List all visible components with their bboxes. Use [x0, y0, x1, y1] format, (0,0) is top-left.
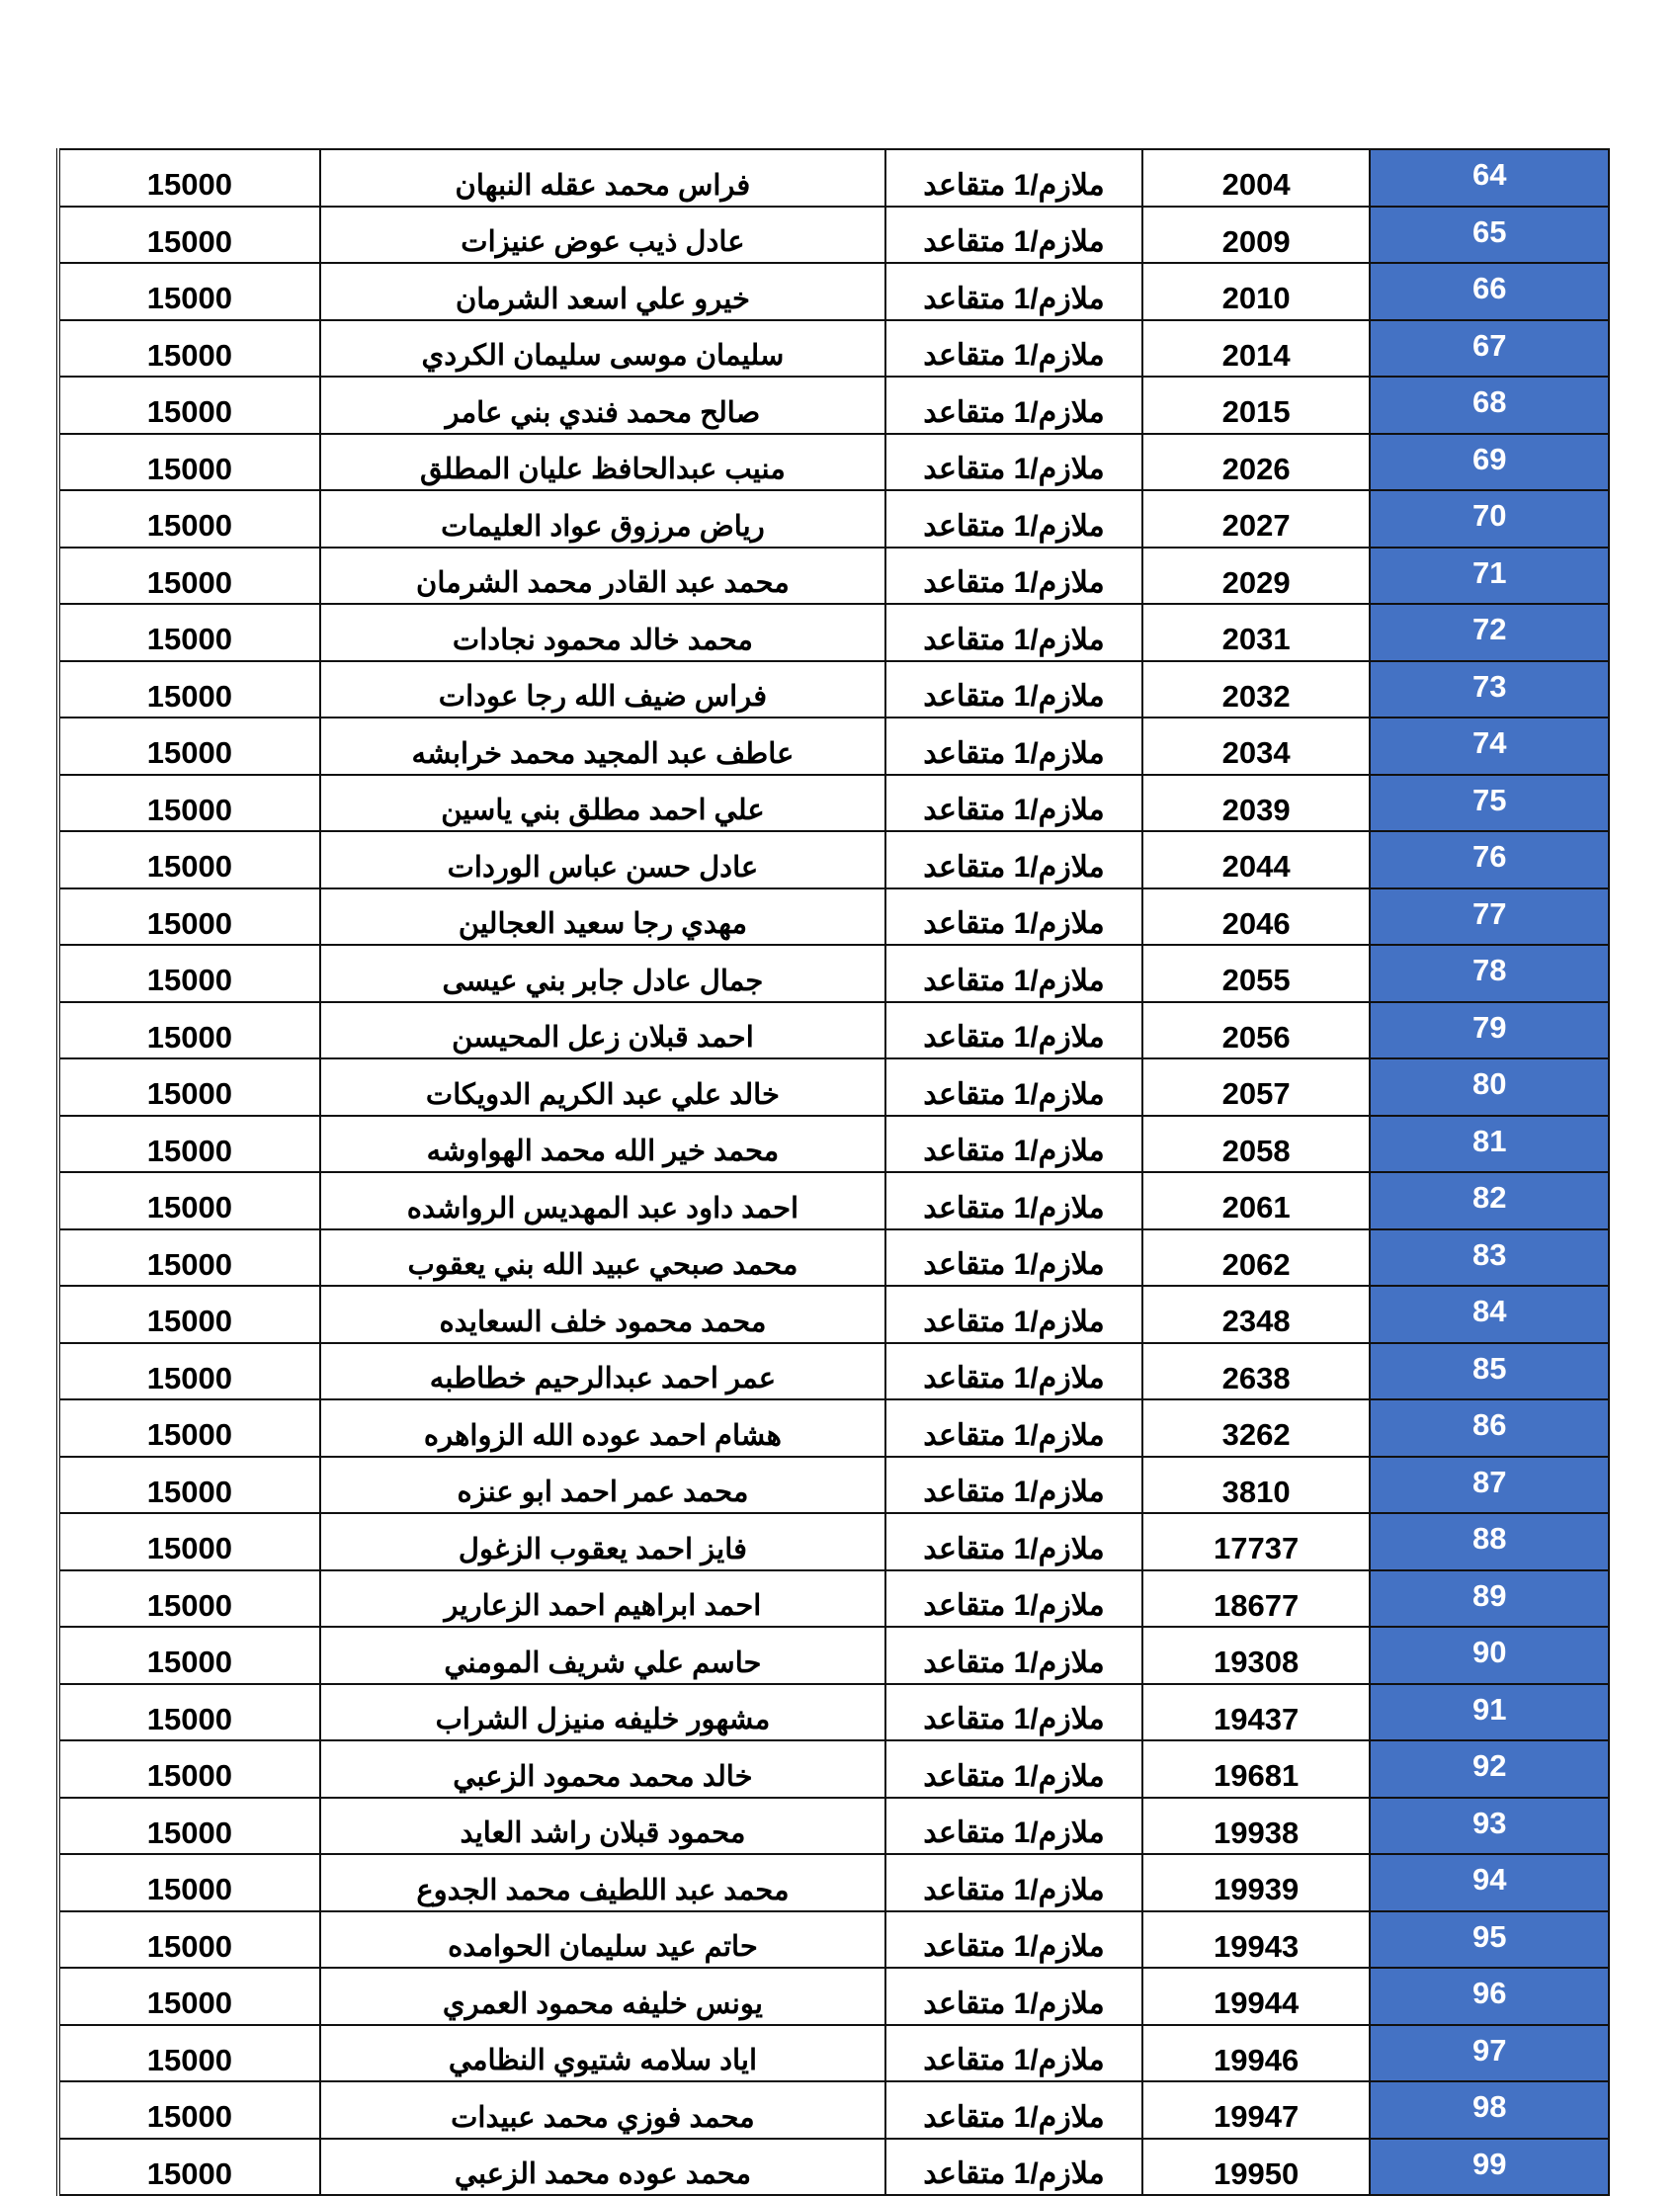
index-cell: 90	[1370, 1627, 1609, 1684]
number-cell: 2348	[1142, 1286, 1371, 1343]
index-cell: 84	[1370, 1286, 1609, 1343]
table-row	[58, 1684, 1609, 1741]
number-cell: 2061	[1142, 1172, 1371, 1229]
table-row	[58, 207, 1609, 264]
index-cell: 85	[1370, 1343, 1609, 1400]
number-cell: 19308	[1142, 1627, 1371, 1684]
name-cell: اياد سلامه شتيوي النظامي	[320, 2025, 885, 2082]
table-row	[58, 1627, 1609, 1684]
table-row	[58, 1229, 1609, 1287]
table-row	[58, 604, 1609, 661]
rank-cell: ملازم/1 متقاعد	[885, 1968, 1142, 2025]
amount-cell: 15000	[58, 775, 320, 832]
amount-cell: 15000	[58, 2025, 320, 2082]
amount-cell: 15000	[58, 320, 320, 378]
amount-cell: 15000	[58, 1229, 320, 1287]
table-row	[58, 263, 1609, 320]
amount-cell: 15000	[58, 548, 320, 605]
name-cell: محمد محمود خلف السعايده	[320, 1286, 885, 1343]
amount-cell: 15000	[58, 1116, 320, 1173]
table-row	[58, 320, 1609, 378]
amount-cell: 15000	[58, 1343, 320, 1400]
number-cell: 2009	[1142, 207, 1371, 264]
table-row	[58, 1968, 1609, 2025]
name-cell: علي احمد مطلق بني ياسين	[320, 775, 885, 832]
amount-cell: 15000	[58, 434, 320, 491]
index-cell: 74	[1370, 718, 1609, 775]
rank-cell: ملازم/1 متقاعد	[885, 718, 1142, 775]
name-cell: عمر احمد عبدالرحيم خطاطبه	[320, 1343, 885, 1400]
name-cell: محمود قبلان راشد العايد	[320, 1798, 885, 1855]
table-row	[58, 1798, 1609, 1855]
index-cell: 82	[1370, 1172, 1609, 1229]
index-cell: 91	[1370, 1684, 1609, 1741]
name-cell: محمد فوزي محمد عبيدات	[320, 2081, 885, 2139]
table-row	[58, 1911, 1609, 1969]
number-cell: 2004	[1142, 149, 1371, 207]
name-cell: منيب عبدالحافظ عليان المطلق	[320, 434, 885, 491]
index-cell: 96	[1370, 1968, 1609, 2025]
amount-cell: 15000	[58, 945, 320, 1002]
table-row	[58, 775, 1609, 832]
table-row	[58, 945, 1609, 1002]
table-row	[58, 831, 1609, 888]
name-cell: خالد محمد محمود الزعبي	[320, 1740, 885, 1798]
name-cell: عادل ذيب عوض عنيزات	[320, 207, 885, 264]
amount-cell: 15000	[58, 1798, 320, 1855]
number-cell: 2638	[1142, 1343, 1371, 1400]
rank-cell: ملازم/1 متقاعد	[885, 1513, 1142, 1570]
table-row	[58, 548, 1609, 605]
amount-cell: 15000	[58, 1172, 320, 1229]
amount-cell: 15000	[58, 207, 320, 264]
name-cell: حاتم عيد سليمان الحوامده	[320, 1911, 885, 1969]
amount-cell: 15000	[58, 1684, 320, 1741]
name-cell: يونس خليفه محمود العمري	[320, 1968, 885, 2025]
table-row	[58, 490, 1609, 548]
number-cell: 3262	[1142, 1399, 1371, 1457]
amount-cell: 15000	[58, 263, 320, 320]
number-cell: 19946	[1142, 2025, 1371, 2082]
number-cell: 2055	[1142, 945, 1371, 1002]
index-cell: 98	[1370, 2081, 1609, 2139]
amount-cell: 15000	[58, 831, 320, 888]
name-cell: حاسم علي شريف المومني	[320, 1627, 885, 1684]
number-cell: 2032	[1142, 661, 1371, 718]
name-cell: محمد خالد محمود نجادات	[320, 604, 885, 661]
index-cell: 67	[1370, 320, 1609, 378]
number-cell: 2031	[1142, 604, 1371, 661]
amount-cell: 15000	[58, 1399, 320, 1457]
amount-cell: 15000	[58, 1627, 320, 1684]
rank-cell: ملازم/1 متقاعد	[885, 434, 1142, 491]
number-cell: 2044	[1142, 831, 1371, 888]
table-row	[58, 1570, 1609, 1628]
name-cell: عاطف عبد المجيد محمد خرابشه	[320, 718, 885, 775]
number-cell: 2027	[1142, 490, 1371, 548]
number-cell: 2010	[1142, 263, 1371, 320]
index-cell: 75	[1370, 775, 1609, 832]
rank-cell: ملازم/1 متقاعد	[885, 1343, 1142, 1400]
amount-cell: 15000	[58, 149, 320, 207]
index-cell: 76	[1370, 831, 1609, 888]
index-cell: 87	[1370, 1457, 1609, 1514]
rank-cell: ملازم/1 متقاعد	[885, 1627, 1142, 1684]
rank-cell: ملازم/1 متقاعد	[885, 1911, 1142, 1969]
rank-cell: ملازم/1 متقاعد	[885, 775, 1142, 832]
rank-cell: ملازم/1 متقاعد	[885, 320, 1142, 378]
name-cell: محمد عبد اللطيف محمد الجدوع	[320, 1854, 885, 1911]
table-row	[58, 1740, 1609, 1798]
name-cell: احمد ابراهيم احمد الزعارير	[320, 1570, 885, 1628]
rank-cell: ملازم/1 متقاعد	[885, 1058, 1142, 1116]
index-cell: 77	[1370, 888, 1609, 946]
name-cell: محمد خير الله محمد الهواوشه	[320, 1116, 885, 1173]
index-cell: 71	[1370, 548, 1609, 605]
amount-cell: 15000	[58, 377, 320, 434]
rank-cell: ملازم/1 متقاعد	[885, 831, 1142, 888]
number-cell: 2058	[1142, 1116, 1371, 1173]
amount-cell: 15000	[58, 2139, 320, 2196]
number-cell: 2046	[1142, 888, 1371, 946]
number-cell: 19938	[1142, 1798, 1371, 1855]
index-cell: 92	[1370, 1740, 1609, 1798]
name-cell: فراس محمد عقله النبهان	[320, 149, 885, 207]
name-cell: فايز احمد يعقوب الزغول	[320, 1513, 885, 1570]
table-row	[58, 1343, 1609, 1400]
index-cell: 97	[1370, 2025, 1609, 2082]
number-cell: 19681	[1142, 1740, 1371, 1798]
number-cell: 2015	[1142, 377, 1371, 434]
amount-cell: 15000	[58, 718, 320, 775]
name-cell: عادل حسن عباس الوردات	[320, 831, 885, 888]
name-cell: مشهور خليفه منيزل الشراب	[320, 1684, 885, 1741]
rank-cell: ملازم/1 متقاعد	[885, 149, 1142, 207]
rank-cell: ملازم/1 متقاعد	[885, 1286, 1142, 1343]
rank-cell: ملازم/1 متقاعد	[885, 2139, 1142, 2196]
index-cell: 66	[1370, 263, 1609, 320]
number-cell: 17737	[1142, 1513, 1371, 1570]
rank-cell: ملازم/1 متقاعد	[885, 1740, 1142, 1798]
rank-cell: ملازم/1 متقاعد	[885, 1798, 1142, 1855]
index-cell: 69	[1370, 434, 1609, 491]
amount-cell: 15000	[58, 1911, 320, 1969]
index-cell: 81	[1370, 1116, 1609, 1173]
name-cell: احمد قبلان زعل المحيسن	[320, 1002, 885, 1059]
amount-cell: 15000	[58, 2081, 320, 2139]
number-cell: 3810	[1142, 1457, 1371, 1514]
number-cell: 18677	[1142, 1570, 1371, 1628]
index-cell: 93	[1370, 1798, 1609, 1855]
name-cell: خالد علي عبد الكريم الدويكات	[320, 1058, 885, 1116]
number-cell: 19943	[1142, 1911, 1371, 1969]
table-row	[58, 1513, 1609, 1570]
index-cell: 86	[1370, 1399, 1609, 1457]
index-cell: 79	[1370, 1002, 1609, 1059]
rank-cell: ملازم/1 متقاعد	[885, 661, 1142, 718]
number-cell: 19939	[1142, 1854, 1371, 1911]
index-cell: 94	[1370, 1854, 1609, 1911]
table-row	[58, 149, 1609, 207]
rank-cell: ملازم/1 متقاعد	[885, 2081, 1142, 2139]
rank-cell: ملازم/1 متقاعد	[885, 2025, 1142, 2082]
rank-cell: ملازم/1 متقاعد	[885, 1457, 1142, 1514]
name-cell: صالح محمد فندي بني عامر	[320, 377, 885, 434]
table-row	[58, 2025, 1609, 2082]
rank-cell: ملازم/1 متقاعد	[885, 1399, 1142, 1457]
number-cell: 19947	[1142, 2081, 1371, 2139]
amount-cell: 15000	[58, 1286, 320, 1343]
name-cell: احمد داود عبد المهديس الرواشده	[320, 1172, 885, 1229]
rank-cell: ملازم/1 متقاعد	[885, 1229, 1142, 1287]
retirees-table	[56, 148, 1610, 2196]
number-cell: 2029	[1142, 548, 1371, 605]
number-cell: 2039	[1142, 775, 1371, 832]
name-cell: محمد عبد القادر محمد الشرمان	[320, 548, 885, 605]
table-row	[58, 1457, 1609, 1514]
amount-cell: 15000	[58, 1002, 320, 1059]
index-cell: 89	[1370, 1570, 1609, 1628]
number-cell: 2057	[1142, 1058, 1371, 1116]
number-cell: 19950	[1142, 2139, 1371, 2196]
name-cell: جمال عادل جابر بني عيسى	[320, 945, 885, 1002]
amount-cell: 15000	[58, 1854, 320, 1911]
name-cell: رياض مرزوق عواد العليمات	[320, 490, 885, 548]
table-row	[58, 2139, 1609, 2196]
number-cell: 19944	[1142, 1968, 1371, 2025]
table-row	[58, 718, 1609, 775]
table-row	[58, 434, 1609, 491]
amount-cell: 15000	[58, 490, 320, 548]
amount-cell: 15000	[58, 1058, 320, 1116]
number-cell: 2026	[1142, 434, 1371, 491]
amount-cell: 15000	[58, 604, 320, 661]
rank-cell: ملازم/1 متقاعد	[885, 490, 1142, 548]
table-body	[58, 149, 1609, 2195]
index-cell: 68	[1370, 377, 1609, 434]
number-cell: 19437	[1142, 1684, 1371, 1741]
index-cell: 78	[1370, 945, 1609, 1002]
amount-cell: 15000	[58, 661, 320, 718]
rank-cell: ملازم/1 متقاعد	[885, 207, 1142, 264]
rank-cell: ملازم/1 متقاعد	[885, 1854, 1142, 1911]
table-row	[58, 1286, 1609, 1343]
name-cell: محمد عوده محمد الزعبي	[320, 2139, 885, 2196]
index-cell: 99	[1370, 2139, 1609, 2196]
rank-cell: ملازم/1 متقاعد	[885, 604, 1142, 661]
name-cell: محمد عمر احمد ابو عنزه	[320, 1457, 885, 1514]
amount-cell: 15000	[58, 1457, 320, 1514]
number-cell: 2014	[1142, 320, 1371, 378]
number-cell: 2056	[1142, 1002, 1371, 1059]
index-cell: 65	[1370, 207, 1609, 264]
amount-cell: 15000	[58, 1513, 320, 1570]
table-row	[58, 1399, 1609, 1457]
rank-cell: ملازم/1 متقاعد	[885, 1172, 1142, 1229]
table-row	[58, 1002, 1609, 1059]
amount-cell: 15000	[58, 1968, 320, 2025]
rank-cell: ملازم/1 متقاعد	[885, 1684, 1142, 1741]
rank-cell: ملازم/1 متقاعد	[885, 377, 1142, 434]
index-cell: 80	[1370, 1058, 1609, 1116]
table-row	[58, 377, 1609, 434]
index-cell: 95	[1370, 1911, 1609, 1969]
index-cell: 70	[1370, 490, 1609, 548]
rank-cell: ملازم/1 متقاعد	[885, 888, 1142, 946]
name-cell: سليمان موسى سليمان الكردي	[320, 320, 885, 378]
index-cell: 72	[1370, 604, 1609, 661]
table-row	[58, 661, 1609, 718]
name-cell: فراس ضيف الله رجا عودات	[320, 661, 885, 718]
name-cell: خيرو علي اسعد الشرمان	[320, 263, 885, 320]
rank-cell: ملازم/1 متقاعد	[885, 263, 1142, 320]
table-row	[58, 1116, 1609, 1173]
table-row	[58, 1854, 1609, 1911]
rank-cell: ملازم/1 متقاعد	[885, 548, 1142, 605]
rank-cell: ملازم/1 متقاعد	[885, 1002, 1142, 1059]
table-row	[58, 1172, 1609, 1229]
index-cell: 73	[1370, 661, 1609, 718]
amount-cell: 15000	[58, 1570, 320, 1628]
amount-cell: 15000	[58, 1740, 320, 1798]
name-cell: هشام احمد عوده الله الزواهره	[320, 1399, 885, 1457]
index-cell: 64	[1370, 149, 1609, 207]
rank-cell: ملازم/1 متقاعد	[885, 1116, 1142, 1173]
number-cell: 2034	[1142, 718, 1371, 775]
name-cell: مهدي رجا سعيد العجالين	[320, 888, 885, 946]
amount-cell: 15000	[58, 888, 320, 946]
index-cell: 88	[1370, 1513, 1609, 1570]
rank-cell: ملازم/1 متقاعد	[885, 1570, 1142, 1628]
table-row	[58, 888, 1609, 946]
table-row	[58, 2081, 1609, 2139]
table-row	[58, 1058, 1609, 1116]
name-cell: محمد صبحي عبيد الله بني يعقوب	[320, 1229, 885, 1287]
rank-cell: ملازم/1 متقاعد	[885, 945, 1142, 1002]
number-cell: 2062	[1142, 1229, 1371, 1287]
index-cell: 83	[1370, 1229, 1609, 1287]
